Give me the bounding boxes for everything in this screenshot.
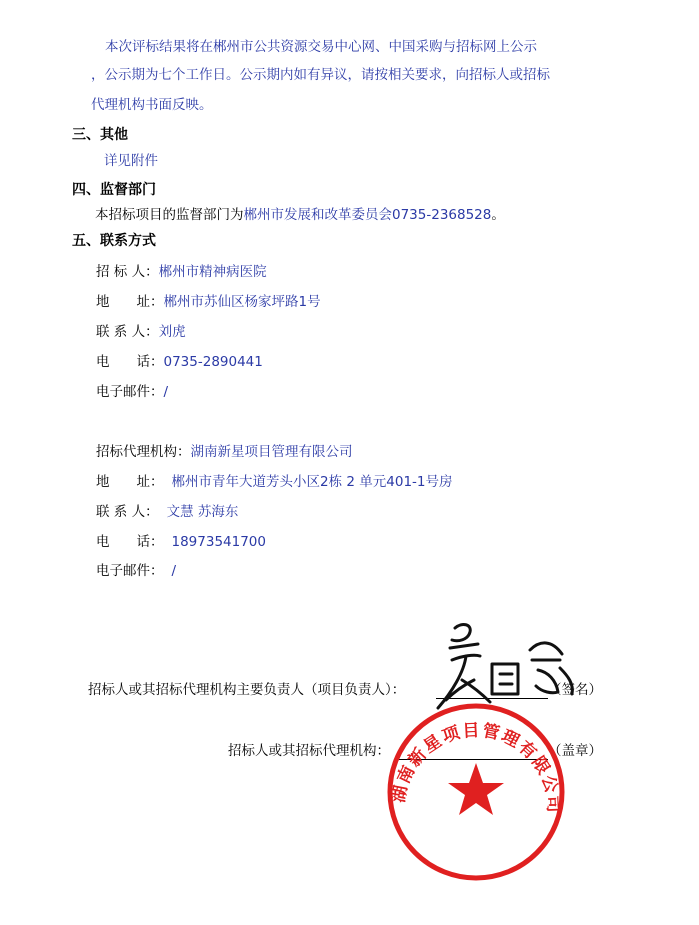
intro-line-2: ，公示期为七个工作日。公示期内如有异议，请按相关要求，向招标人或招标 [91,67,550,83]
agency-contact-label: 联 系 人： [96,504,159,520]
org-seal-label: 招标人或其招标代理机构： [228,743,390,759]
supervisor-department: 郴州市发展和改革委员会0735-2368528 [243,207,492,223]
seal-text: 湖南新星项目管理有限公司 [388,720,564,815]
head-signature-suffix: （签名） [548,682,602,698]
supervisor-prefix: 本招标项目的监督部门为 [95,207,244,223]
section-4-heading: 四、监督部门 [72,182,156,198]
tenderer-contact-label: 联 系 人： [96,324,159,340]
agency-email: / [171,563,177,579]
agency-name-label: 招标代理机构： [96,444,191,460]
agency-phone: 18973541700 [171,534,266,550]
tenderer-name: 郴州市精神病医院 [158,264,267,280]
supervisor-suffix: 。 [491,207,505,223]
tenderer-phone: 0735-2890441 [163,354,263,370]
agency-contact: 文慧 苏海东 [166,504,239,520]
section-5-heading: 五、联系方式 [72,233,156,249]
intro-line-1: 本次评标结果将在郴州市公共资源交易中心网、中国采购与招标网上公示 [105,39,537,55]
tenderer-email: / [163,384,169,400]
agency-address: 郴州市青年大道芳头小区2栋 2 单元401-1号房 [171,474,453,490]
agency-email-label: 电子邮件： [96,563,164,579]
tenderer-contact: 刘虎 [158,324,186,340]
tenderer-phone-label: 电 话： [96,354,164,370]
intro-line-3: 代理机构书面反映。 [91,97,213,113]
agency-name: 湖南新星项目管理有限公司 [190,444,353,460]
agency-phone-label: 电 话： [96,534,164,550]
section-3-text: 详见附件 [104,153,158,169]
tenderer-address-label: 地 址： [96,294,164,310]
tenderer-email-label: 电子邮件： [96,384,164,400]
head-signature-label: 招标人或其招标代理机构主要负责人（项目负责人）： [88,682,406,698]
agency-address-label: 地 址： [96,474,164,490]
section-3-heading: 三、其他 [72,127,128,143]
tenderer-address: 郴州市苏仙区杨家坪路1号 [163,294,321,310]
org-seal-suffix: （盖章） [548,743,602,759]
tenderer-name-label: 招 标 人： [96,264,159,280]
